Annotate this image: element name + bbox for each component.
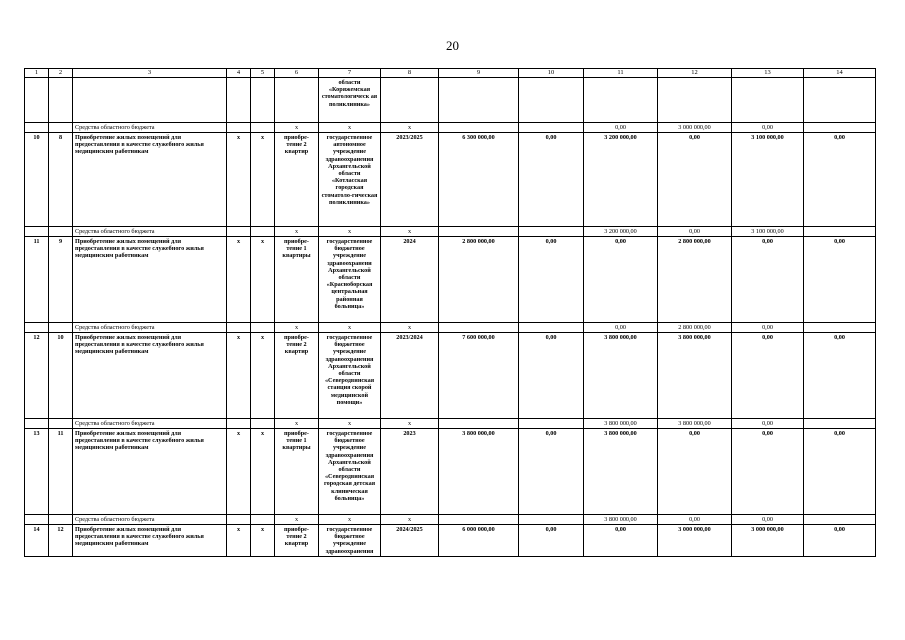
institution-cell: государственное бюджетное учреждение здравоохранения Архангельской области «Северодвинская городская детская клиническая больница» [319,429,381,515]
column-number: 10 [519,69,584,78]
cell-c6: приобре-тение 1 квартиры [275,237,319,323]
cell-c12: 2 800 000,00 [658,237,732,323]
cell-c13: 3 100 000,00 [732,133,804,227]
cell-c11: 3 800 000,00 [584,515,658,525]
cell-c13: 0,00 [732,515,804,525]
cell-c8: 2024 [381,237,439,323]
table-row [25,525,876,557]
table-row [25,333,876,419]
cell-c5: x [251,133,275,227]
funding-source-row [25,323,876,333]
cell-c11: 0,00 [584,237,658,323]
cell-c4: x [227,525,251,557]
table-row [25,237,876,323]
budget-table [24,68,876,557]
cell-c8: x [381,227,439,237]
institution-cell: государственное бюджетное учреждение здравоохранения [319,525,381,557]
cell-c12: 0,00 [658,515,732,525]
row-number: 13 [25,429,49,515]
column-number: 8 [381,69,439,78]
cell-c12: 0,00 [658,133,732,227]
row-number: 12 [25,333,49,419]
cell-c6: приобре-тение 2 квартир [275,525,319,557]
institution-cell: области «Коряжемская стоматологическ ая поликлиника» [319,78,381,123]
cell-c6: x [275,323,319,333]
cell-c13: 3 000 000,00 [732,525,804,557]
cell-c14: 0,00 [804,237,876,323]
cell-c7: x [319,123,381,133]
cell-c9: 6 300 000,00 [439,133,519,227]
cell-c6: x [275,515,319,525]
cell-c12: 0,00 [658,227,732,237]
cell-c14: 0,00 [804,333,876,419]
column-number: 5 [251,69,275,78]
row-number: 10 [25,133,49,227]
column-number: 14 [804,69,876,78]
funding-source-row [25,123,876,133]
item-name: Приобретение жилых помещений для предоставления в качестве служебного жилья медицинским работникам [73,333,227,419]
cell-c6: приобре-тение 1 квартиры [275,429,319,515]
cell-c14: 0,00 [804,133,876,227]
column-number: 7 [319,69,381,78]
cell-c8: x [381,419,439,429]
cell-c8: 2023/2024 [381,333,439,419]
cell-c10: 0,00 [519,133,584,227]
item-number: 11 [49,429,73,515]
funding-source-label: Средства областного бюджета [73,419,227,429]
cell-c11: 0,00 [584,123,658,133]
column-number: 4 [227,69,251,78]
column-number: 9 [439,69,519,78]
cell-c5: x [251,333,275,419]
cell-c11: 3 800 000,00 [584,419,658,429]
cell-c11: 3 200 000,00 [584,227,658,237]
cell-c4: x [227,237,251,323]
cell-c8: x [381,323,439,333]
item-number: 10 [49,333,73,419]
cell-c14: 0,00 [804,525,876,557]
cell-c11: 3 800 000,00 [584,333,658,419]
cell-c14: 0,00 [804,429,876,515]
cell-c8: 2024/2025 [381,525,439,557]
cell-c7: x [319,515,381,525]
item-name: Приобретение жилых помещений для предоставления в качестве служебного жилья медицинским работникам [73,525,227,557]
cell-c11: 0,00 [584,323,658,333]
cell-c6: x [275,123,319,133]
item-name: Приобретение жилых помещений для предоставления в качестве служебного жилья медицинским работникам [73,429,227,515]
cell-c9: 7 600 000,00 [439,333,519,419]
table-row [25,133,876,227]
cell-c12: 0,00 [658,429,732,515]
table-row [25,429,876,515]
cell-c13: 0,00 [732,237,804,323]
institution-cell: государственное автономное учреждение здравоохранения Архангельской области «Котласская городская стоматоло-гическая поликлиника» [319,133,381,227]
funding-source-row [25,227,876,237]
cell-c10: 0,00 [519,525,584,557]
item-number: 12 [49,525,73,557]
column-number: 13 [732,69,804,78]
column-number-row [25,69,876,78]
funding-source-label: Средства областного бюджета [73,323,227,333]
funding-source-label: Средства областного бюджета [73,227,227,237]
cell-c10: 0,00 [519,429,584,515]
item-name: Приобретение жилых помещений для предоставления в качестве служебного жилья медицинским работникам [73,237,227,323]
cell-c13: 0,00 [732,333,804,419]
item-name: Приобретение жилых помещений для предоставления в качестве служебного жилья медицинским работникам [73,133,227,227]
column-number: 3 [73,69,227,78]
cell-c6: x [275,227,319,237]
cell-c9: 2 800 000,00 [439,237,519,323]
cell-c5: x [251,429,275,515]
column-number: 12 [658,69,732,78]
column-number: 1 [25,69,49,78]
cell-c13: 0,00 [732,429,804,515]
cell-c8: x [381,123,439,133]
funding-source-label: Средства областного бюджета [73,123,227,133]
cell-c4: x [227,333,251,419]
funding-source-row [25,515,876,525]
item-number: 8 [49,133,73,227]
cell-c9: 6 000 000,00 [439,525,519,557]
column-number: 2 [49,69,73,78]
column-number: 11 [584,69,658,78]
cell-c12: 3 000 000,00 [658,123,732,133]
page-number: 20 [446,38,459,53]
funding-source-label: Средства областного бюджета [73,515,227,525]
cell-c12: 3 800 000,00 [658,419,732,429]
cell-c13: 3 100 000,00 [732,227,804,237]
cell-c13: 0,00 [732,123,804,133]
continuation-row [25,78,876,123]
cell-c13: 0,00 [732,419,804,429]
cell-c7: x [319,323,381,333]
cell-c10: 0,00 [519,333,584,419]
cell-c12: 2 800 000,00 [658,323,732,333]
cell-c4: x [227,133,251,227]
cell-c12: 3 000 000,00 [658,525,732,557]
cell-c11: 0,00 [584,525,658,557]
cell-c12: 3 800 000,00 [658,333,732,419]
item-number: 9 [49,237,73,323]
cell-c6: приобре-тение 2 квартир [275,333,319,419]
cell-c4: x [227,429,251,515]
column-number: 6 [275,69,319,78]
institution-cell: государственное бюджетное учреждение здравоохранени Архангельской области «Красноборская центральная районная больница» [319,237,381,323]
row-number: 11 [25,237,49,323]
institution-cell: государственное бюджетное учреждение здравоохранения Архангельской области «Северодвинская станция скорой медицинской помощи» [319,333,381,419]
row-number: 14 [25,525,49,557]
cell-c10: 0,00 [519,237,584,323]
cell-c5: x [251,525,275,557]
cell-c8: 2023/2025 [381,133,439,227]
cell-c8: x [381,515,439,525]
cell-c7: x [319,227,381,237]
cell-c8: 2023 [381,429,439,515]
cell-c5: x [251,237,275,323]
funding-source-row [25,419,876,429]
cell-c11: 3 800 000,00 [584,429,658,515]
cell-c13: 0,00 [732,323,804,333]
cell-c7: x [319,419,381,429]
cell-c11: 3 200 000,00 [584,133,658,227]
cell-c9: 3 800 000,00 [439,429,519,515]
cell-c6: приобре-тение 2 квартир [275,133,319,227]
cell-c6: x [275,419,319,429]
